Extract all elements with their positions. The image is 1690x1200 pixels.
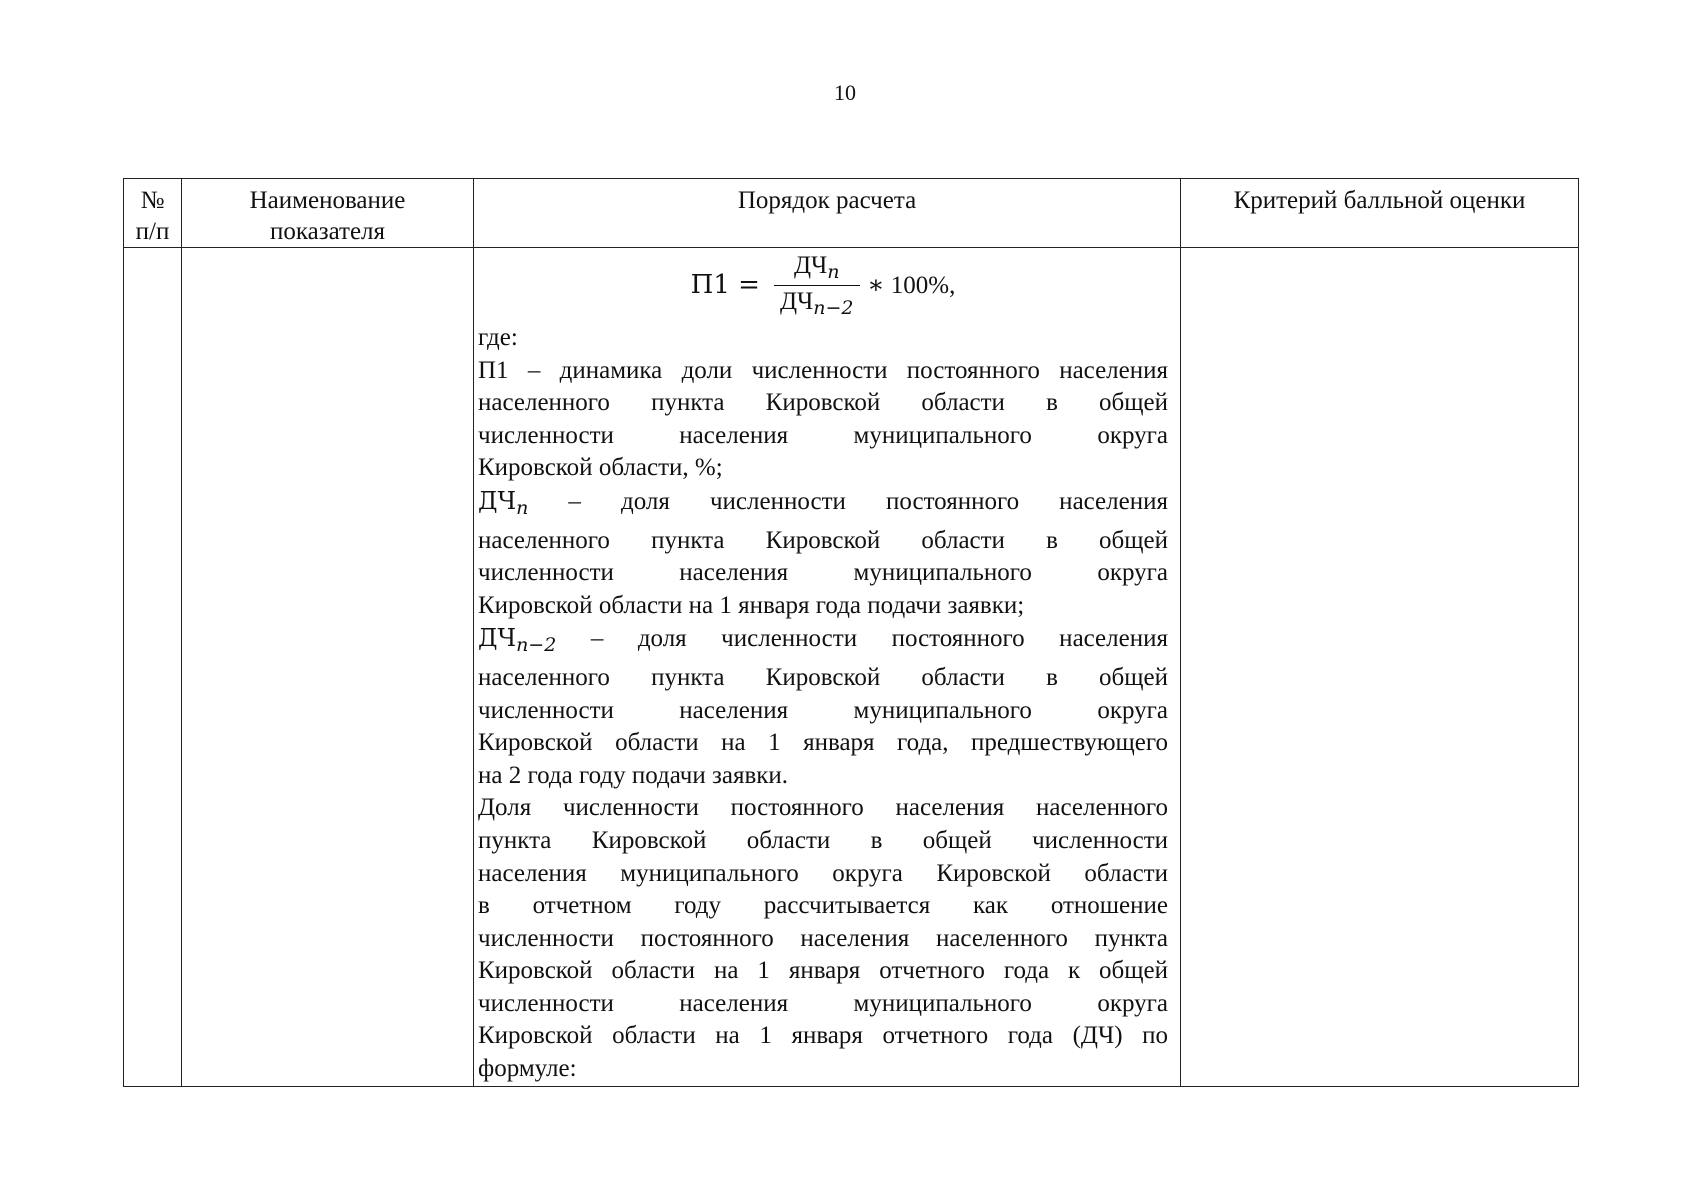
header-name-line1: Наименование: [249, 187, 406, 214]
dchn2-line-first: [478, 622, 1168, 662]
share-line: в отчетном году рассчитывается как отношение: [478, 892, 1168, 920]
table-header-row: [124, 179, 1579, 248]
dchn2-definition: [478, 622, 1168, 792]
indicator-table: [123, 178, 1579, 1087]
share-line: Кировской области на 1 января отчетного года (ДЧ) по: [478, 1022, 1168, 1050]
where-label: где:: [478, 324, 518, 351]
dchn2-line: населенного пункта Кировской области в общей: [478, 663, 1168, 691]
dchn-line: численности населения муниципального округа: [478, 559, 1168, 587]
p1-definition: [478, 355, 1168, 485]
dchn-symbol: ДЧ: [478, 486, 517, 515]
p1-line: населенного пункта Кировской области в общей: [478, 389, 1168, 417]
share-line: численности постоянного населения населенного пункта: [478, 924, 1168, 952]
share-line: Доля численности постоянного населения населенного: [478, 794, 1168, 822]
share-line: формуле:: [478, 1055, 577, 1083]
header-name: [182, 179, 474, 248]
cell-calc: [474, 248, 1181, 1087]
share-explanation: [478, 792, 1168, 1085]
share-line: Кировской области на 1 января отчетного года к общей: [478, 957, 1168, 985]
share-line: пункта Кировской области в общей численности: [478, 826, 1168, 854]
cell-criteria: [1181, 248, 1579, 1087]
dchn-subscript: n: [516, 496, 529, 519]
formula-lhs: П1 =: [690, 270, 760, 300]
share-line: численности населения муниципального округа: [478, 989, 1168, 1017]
page-number: 10: [834, 80, 856, 105]
dchn2-line: численности населения муниципального округа: [478, 696, 1168, 724]
share-line: населения муниципального округа Кировской области: [478, 859, 1168, 887]
dchn-definition: [478, 485, 1168, 622]
denominator-subscript: n−2: [813, 296, 854, 319]
dchn-line: населенного пункта Кировской области в общей: [478, 526, 1168, 554]
header-num-line2: п/п: [135, 218, 170, 245]
dchn2-subscript: n−2: [516, 634, 557, 657]
dchn-line-first: [478, 485, 1168, 525]
formula-p1: [478, 248, 1168, 322]
header-num-line1: №: [140, 187, 165, 214]
dchn-line: Кировской области на 1 января года подачи заявки;: [478, 591, 1025, 619]
cell-num: [124, 248, 182, 1087]
cell-name: [182, 248, 474, 1087]
denominator-text: ДЧ: [779, 287, 814, 315]
formula-numerator: [788, 253, 846, 285]
formula-denominator: [774, 285, 860, 318]
numerator-subscript: n: [827, 260, 840, 283]
dchn-line: – доля численности постоянного населения: [528, 487, 1168, 515]
dchn2-symbol: ДЧ: [478, 624, 517, 653]
dchn2-line: на 2 года году подачи заявки.: [478, 761, 789, 789]
dchn2-line: Кировской области на 1 января года, предшествующего: [478, 729, 1168, 757]
header-calc: Порядок расчета: [474, 179, 1181, 248]
numerator-text: ДЧ: [793, 251, 828, 279]
p1-line: П1 – динамика доли численности постоянного населения: [478, 356, 1168, 384]
formula-fraction: [774, 253, 860, 318]
table-row: [124, 248, 1579, 1087]
p1-line: Кировской области, %;: [478, 454, 723, 482]
header-name-line2: показателя: [269, 218, 386, 245]
dchn2-line: – доля численности постоянного населения: [556, 625, 1168, 653]
header-num: [124, 179, 182, 248]
formula-rhs: ∗ 100%,: [867, 271, 956, 299]
p1-line: численности населения муниципального округа: [478, 421, 1168, 449]
header-criteria: Критерий балльной оценки: [1181, 179, 1579, 248]
